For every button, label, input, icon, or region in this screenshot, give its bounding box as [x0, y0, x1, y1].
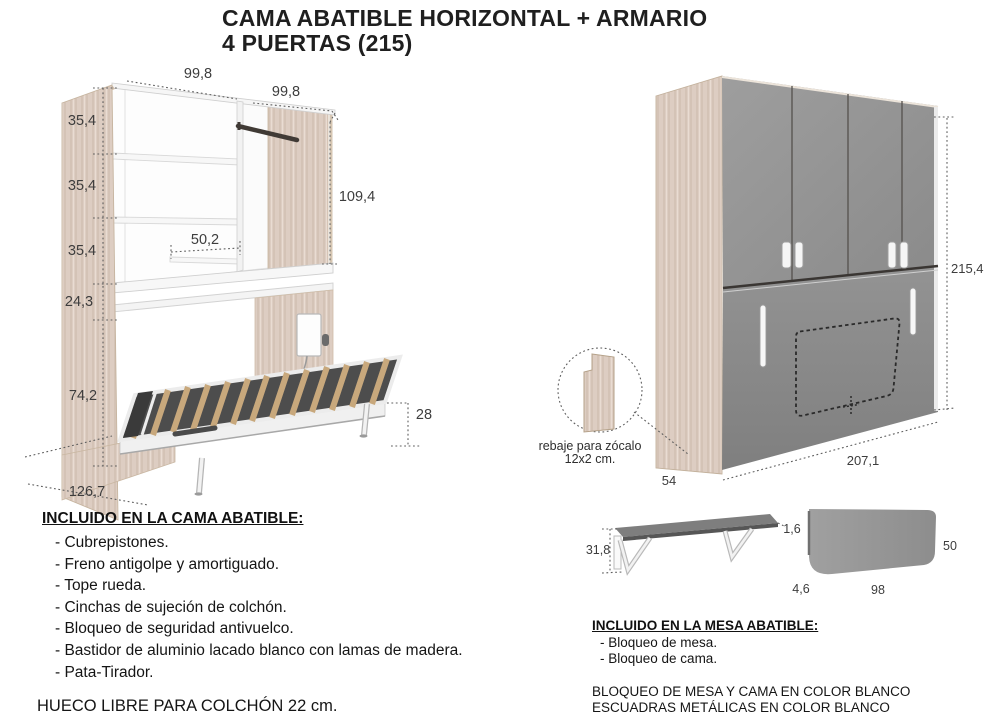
dim-total-depth: 126,7 — [68, 484, 106, 500]
dim-bed-front-height: 74,2 — [68, 388, 98, 404]
dim-corner: 4,6 — [792, 582, 810, 596]
open-unit-diagram — [25, 62, 455, 534]
footer-note-line1: BLOQUEO DE MESA Y CAMA EN COLOR BLANCO — [592, 684, 911, 699]
plinth-note-line1: rebaje para zócalo — [538, 439, 642, 453]
closed-unit-diagram — [530, 60, 1000, 490]
bed-includes-heading: INCLUIDO EN LA CAMA ABATIBLE: — [42, 510, 304, 527]
bed-includes-item: - Cubrepistones. — [55, 534, 169, 551]
dim-top-width: 98 — [871, 583, 885, 597]
folding-table-diagram — [560, 493, 980, 608]
wardrobe-side-panel — [656, 76, 722, 474]
dim-box-gap: 24,3 — [64, 294, 94, 310]
table-includes-item: - Bloqueo de mesa. — [600, 635, 718, 650]
page-title — [222, 6, 707, 56]
footer-notes — [592, 684, 910, 715]
table-includes-item: - Bloqueo de cama. — [600, 650, 718, 666]
bed-includes-item: - Bloqueo de seguridad antivuelco. — [55, 620, 294, 638]
bed-includes-item: - Bastidor de aluminio lacado blanco con lamas de madera. — [55, 641, 463, 659]
footer-note-line2: ESCUADRAS METÁLICAS EN COLOR BLANCO — [592, 699, 890, 715]
dim-bracket-height: 31,8 — [585, 543, 611, 557]
dim-half-shelf-width: 50,2 — [190, 232, 220, 248]
dim-front-width: 207,1 — [846, 453, 880, 468]
dim-top-thickness: 1,6 — [783, 522, 801, 536]
right-side-inner-face — [268, 105, 328, 269]
fold-down-bed — [120, 357, 400, 496]
open-unit-carcass — [112, 83, 335, 378]
dim-side-depth: 54 — [661, 473, 677, 488]
bed-includes-item: - Cinchas de sujeción de colchón. — [55, 598, 287, 616]
dim-width-right: 99,8 — [271, 84, 301, 100]
dim-total-height: 215,4 — [951, 261, 984, 276]
title-line-1: CAMA ABATIBLE HORIZONTAL + ARMARIO — [222, 5, 708, 31]
mattress-clearance-note: HUECO LIBRE PARA COLCHÓN 22 cm. — [37, 697, 338, 715]
dim-width-left: 99,8 — [183, 66, 213, 82]
bed-includes-item: - Tope rueda. — [55, 577, 147, 595]
dim-shelf-gap-3: 35,4 — [67, 243, 97, 259]
tabletop-shape — [809, 509, 936, 574]
bed-front-panel — [722, 266, 938, 470]
bed-includes-item: - Freno antigolpe y amortiguado. — [55, 555, 280, 573]
plinth-notch-section — [584, 354, 614, 432]
table-includes-section — [592, 618, 922, 666]
bed-includes-item: - Pata-Tirador. — [55, 663, 154, 681]
bed-includes-section — [42, 510, 512, 683]
dim-top-depth: 50 — [943, 539, 957, 553]
table-includes-heading: INCLUIDO EN LA MESA ABATIBLE: — [592, 618, 819, 633]
dim-hanging-height: 109,4 — [338, 189, 376, 205]
title-line-2: 4 PUERTAS (215) — [222, 30, 413, 56]
plinth-note-line2: 12x2 cm. — [564, 452, 616, 466]
wardrobe-closed — [656, 76, 938, 474]
table-side-view — [586, 514, 801, 573]
table-top-view — [792, 509, 957, 597]
dim-shelf-gap-1: 35,4 — [67, 113, 97, 129]
dim-shelf-gap-2: 35,4 — [67, 178, 97, 194]
dim-leg-height: 28 — [415, 407, 433, 423]
